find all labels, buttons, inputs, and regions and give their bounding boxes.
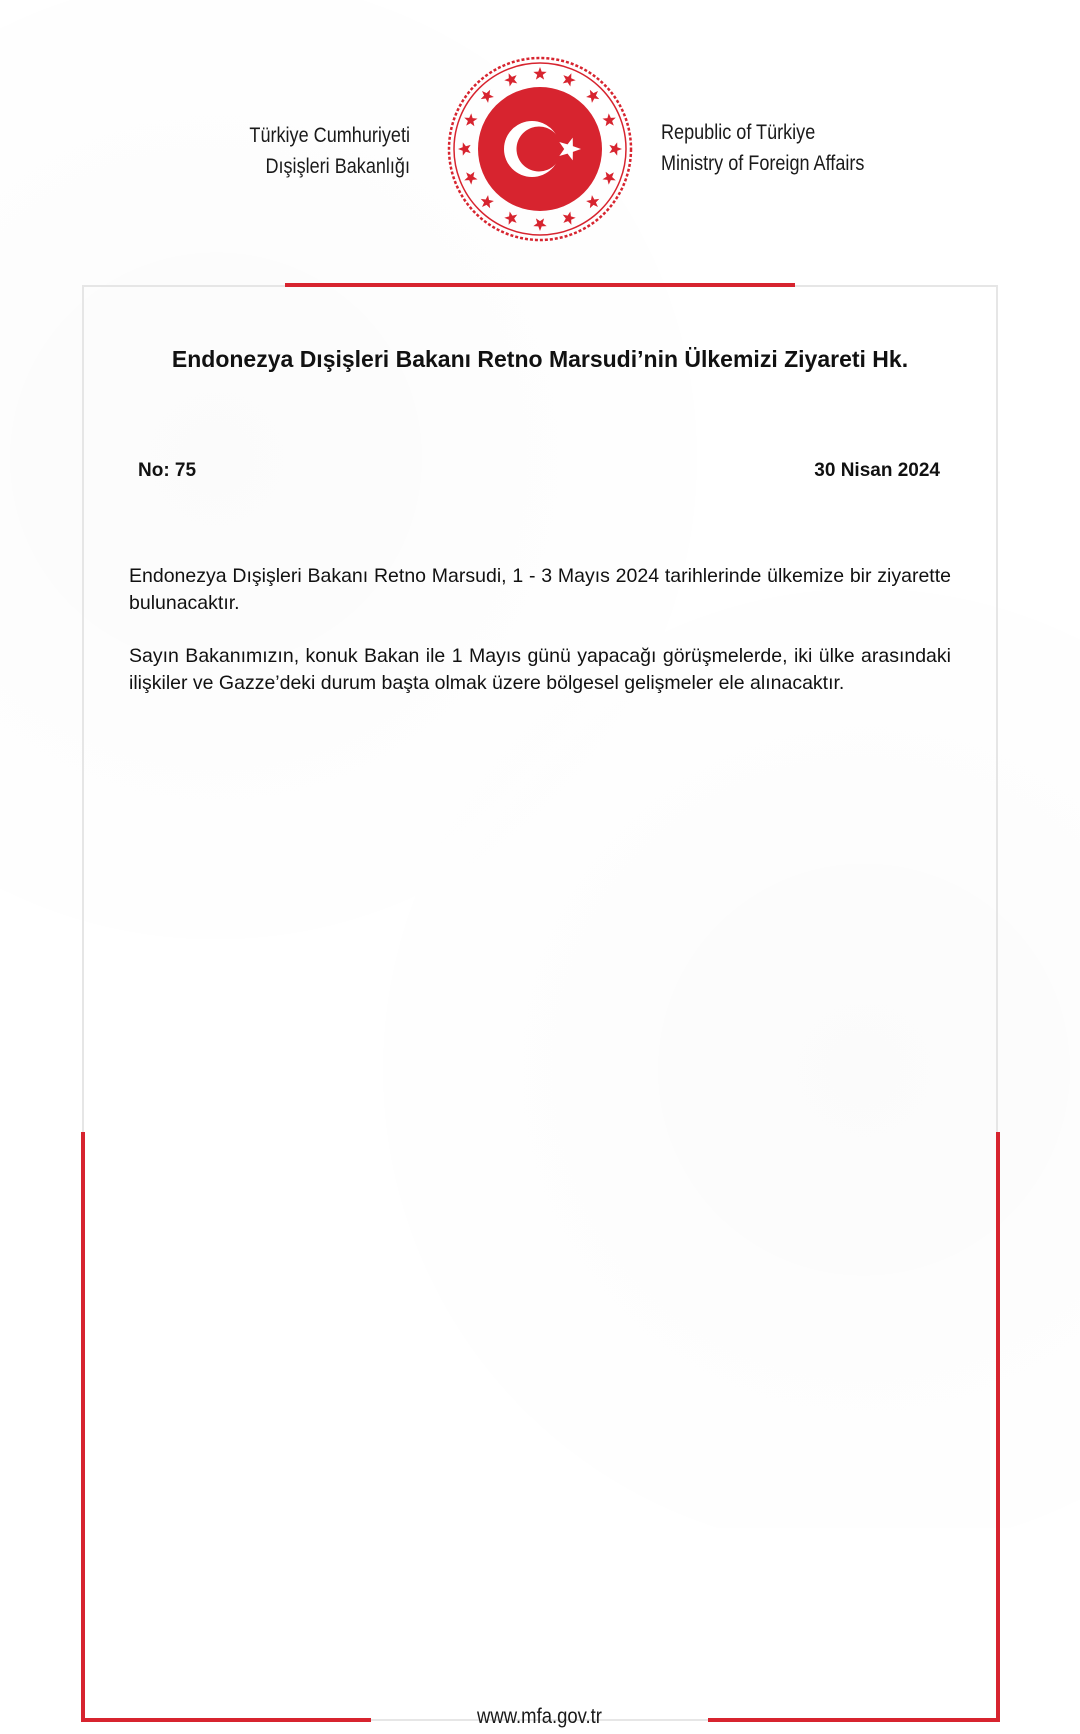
document-title: Endonezya Dışişleri Bakanı Retno Marsudi’nin Ülkemizi Ziyareti Hk.: [171, 346, 909, 372]
footer-website-link[interactable]: www.mfa.gov.tr: [477, 1705, 602, 1728]
document-number: No: 75: [138, 460, 197, 481]
frame-left-accent: [81, 1132, 85, 1722]
seal-ring-star-icon: [533, 67, 546, 80]
frame-bottom-left-accent: [81, 1718, 371, 1722]
frame-right-accent: [996, 1132, 1000, 1722]
seal-ring-star-icon: [464, 172, 477, 185]
seal-ring-star-icon: [563, 211, 576, 224]
frame-bottom-right-accent: [708, 1718, 1000, 1722]
seal-ring-star-icon: [602, 172, 615, 185]
seal-ring-star-icon: [481, 195, 494, 208]
seal-ring-star-icon: [563, 73, 576, 86]
body-paragraph-1: Endonezya Dışişleri Bakanı Retno Marsudi, 1 - 3 Mayıs 2024 tarihlerinde ülkemize bir ziyarette bulunacaktır.: [129, 565, 951, 614]
seal-ring-star-icon: [464, 113, 477, 126]
seal-ring-star-icon: [504, 73, 517, 86]
document-body: [129, 563, 951, 723]
seal-ring-star-icon: [504, 211, 517, 224]
header-left-line2: Dışişleri Bakanlığı: [265, 155, 410, 178]
document-date: 30 Nisan 2024: [814, 460, 940, 481]
seal-ring-star-icon: [481, 90, 494, 103]
frame-top-accent: [285, 283, 795, 287]
document-frame: [82, 285, 998, 1721]
header-left-line1: Türkiye Cumhuriyeti: [249, 124, 410, 147]
header-english-name: [661, 117, 885, 179]
seal-ring-star-icon: [586, 90, 599, 103]
seal-ring-star-icon: [533, 218, 546, 231]
header-right-line1: Republic of Türkiye: [661, 121, 816, 144]
body-paragraph-2: Sayın Bakanımızın, konuk Bakan ile 1 Mayıs günü yapacağı görüşmelerde, iki ülke arasındaki ilişkiler ve Gazze’deki durum başta olmak üzere bölgesel gelişmeler ele alınacaktır.: [129, 645, 951, 694]
seal-ring-star-icon: [458, 142, 471, 155]
seal-ring-star-icon: [602, 113, 615, 126]
seal-ring-star-icon: [609, 142, 622, 155]
header-turkish-name: [238, 120, 410, 182]
header-right-line2: Ministry of Foreign Affairs: [661, 152, 865, 175]
seal-ring-star-icon: [586, 195, 599, 208]
crescent-star-seal-icon: [446, 55, 634, 243]
